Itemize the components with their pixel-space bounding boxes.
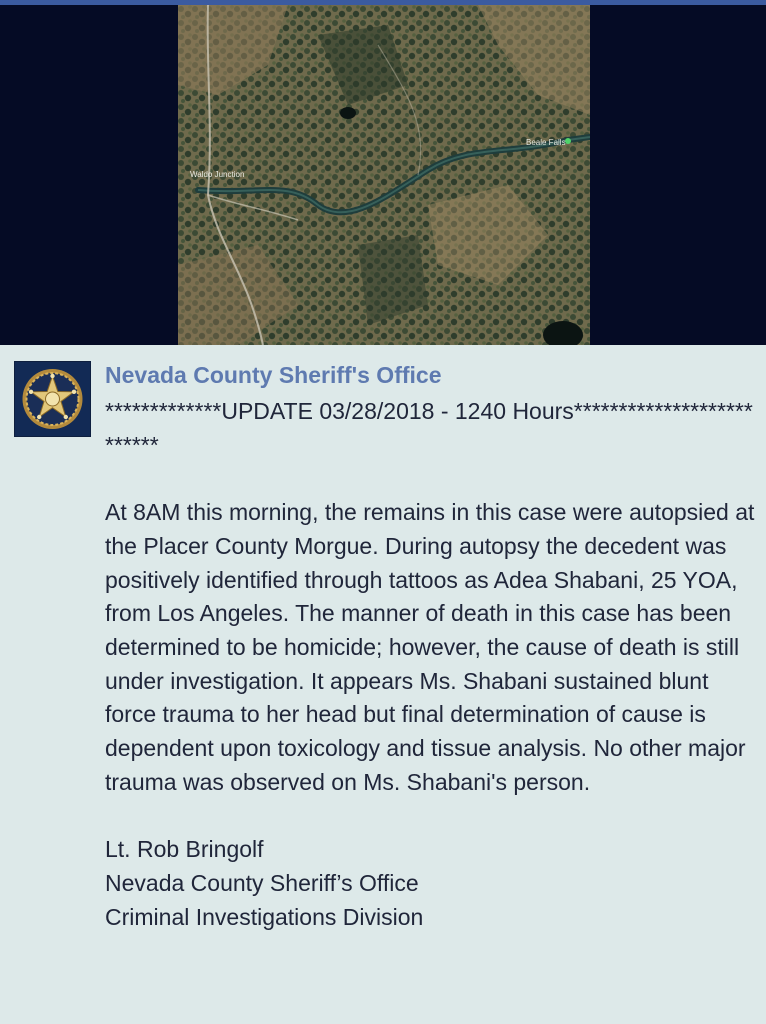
- signature-name: Lt. Rob Bringolf: [105, 836, 264, 863]
- map-label-waldo: Waldo Junction: [190, 170, 245, 179]
- map-label-beale: Beale Falls: [526, 138, 566, 147]
- post-media[interactable]: [0, 5, 766, 345]
- signature-division: Criminal Investigations Division: [105, 903, 424, 930]
- post-paragraph: At 8AM this morning, the remains in this case were autopsied at the Placer County Morgue. During autopsy the decedent was positively identified through tattoos as Adea Shabani, 25 YOA, from Los Angeles. The manner of death in this case has been determined to be homicide; however, the cause of death is still under investigation. It appears Ms. Shabani sustained blunt force trauma to her head but final determination of cause is dependent upon toxicology and tissue analysis. No other major trauma was observed on Ms. Shabani's person.: [105, 499, 755, 795]
- sheriff-star-badge-icon[interactable]: [14, 361, 91, 437]
- post-body: [105, 395, 755, 934]
- update-headline: *************UPDATE 03/28/2018 - 1240 Hours**************************: [105, 398, 753, 458]
- satellite-map-image[interactable]: [178, 5, 590, 345]
- post-author-name[interactable]: Nevada County Sheriff's Office: [105, 362, 442, 388]
- signature-office: Nevada County Sheriff’s Office: [105, 869, 419, 896]
- post-card: [0, 345, 766, 1024]
